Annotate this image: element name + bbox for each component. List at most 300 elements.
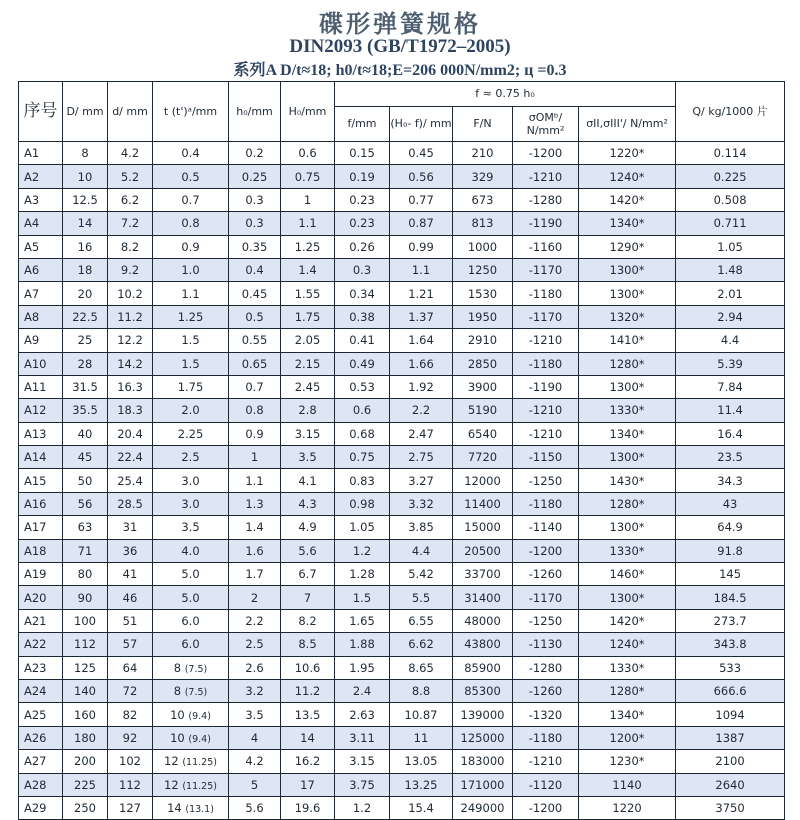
cell-t: 6.0 [153,633,229,656]
cell-D: 63 [63,516,108,539]
cell-Q: 533 [676,656,785,679]
table-row [19,305,785,328]
table-row [19,375,785,398]
cell-D: 125 [63,656,108,679]
cell-H0f: 3.85 [390,516,453,539]
cell-H0: 1.55 [281,282,335,305]
table-row [19,422,785,445]
cell-h0: 0.55 [229,329,281,352]
cell-id: A17 [19,516,63,539]
cell-d: 9.2 [108,258,153,281]
cell-d: 10.2 [108,282,153,305]
cell-t: 1.5 [153,329,229,352]
cell-t: 2.5 [153,446,229,469]
cell-F: 85900 [453,656,513,679]
cell-d: 102 [108,750,153,773]
cell-som: -1260 [513,563,579,586]
thickness-value: 10 [170,730,185,745]
cell-t: 2.0 [153,399,229,422]
cell-F: 12000 [453,469,513,492]
header-H0: H₀/mm [281,82,335,142]
cell-Q: 3750 [676,796,785,819]
cell-Q: 184.5 [676,586,785,609]
cell-Q: 0.114 [676,142,785,165]
thickness-value: 14 [167,801,182,816]
cell-h0: 0.4 [229,258,281,281]
cell-sii: 1300* [579,258,676,281]
cell-Q: 666.6 [676,679,785,702]
cell-Q: 7.84 [676,375,785,398]
cell-t: 1.25 [153,305,229,328]
cell-F: 813 [453,212,513,235]
cell-sii: 1410* [579,329,676,352]
cell-som: -1180 [513,492,579,515]
cell-t [153,750,229,773]
table-row [19,188,785,211]
cell-h0: 3.2 [229,679,281,702]
cell-sii: 1460* [579,563,676,586]
cell-som: -1280 [513,188,579,211]
cell-som: -1170 [513,305,579,328]
cell-d: 4.2 [108,142,153,165]
cell-f: 0.41 [335,329,390,352]
cell-f: 0.53 [335,375,390,398]
cell-h0: 4 [229,726,281,749]
cell-Q: 2.01 [676,282,785,305]
cell-t [153,726,229,749]
table-row [19,282,785,305]
cell-h0: 5.6 [229,796,281,819]
cell-h0: 0.2 [229,142,281,165]
cell-d: 92 [108,726,153,749]
cell-D: 28 [63,352,108,375]
cell-som: -1180 [513,282,579,305]
cell-t: 1.1 [153,282,229,305]
cell-t: 0.4 [153,142,229,165]
cell-f: 0.26 [335,235,390,258]
cell-H0: 1.75 [281,305,335,328]
cell-d: 16.3 [108,375,153,398]
cell-f: 1.28 [335,563,390,586]
cell-Q: 1.05 [676,235,785,258]
cell-D: 10 [63,165,108,188]
reduced-thickness-value: (13.1) [185,804,214,816]
cell-som: -1200 [513,796,579,819]
cell-D: 200 [63,750,108,773]
cell-sii: 1280* [579,352,676,375]
cell-Q: 2640 [676,773,785,796]
reduced-thickness-value: (9.4) [188,710,211,722]
cell-h0: 0.9 [229,422,281,445]
cell-F: 6540 [453,422,513,445]
cell-H0: 1.1 [281,212,335,235]
cell-H0f: 0.45 [390,142,453,165]
cell-F: 183000 [453,750,513,773]
cell-H0: 3.15 [281,422,335,445]
table-row [19,142,785,165]
cell-H0: 11.2 [281,679,335,702]
cell-id: A24 [19,679,63,702]
cell-id: A3 [19,188,63,211]
cell-H0f: 11 [390,726,453,749]
cell-H0f: 1.66 [390,352,453,375]
cell-sii: 1290* [579,235,676,258]
cell-h0: 2.2 [229,609,281,632]
cell-h0: 0.8 [229,399,281,422]
header-thickness: t (t')ᵃ/mm [153,82,229,142]
cell-t: 4.0 [153,539,229,562]
cell-sii: 1430* [579,469,676,492]
cell-f: 0.19 [335,165,390,188]
cell-F: 249000 [453,796,513,819]
cell-H0: 14 [281,726,335,749]
table-body [19,142,785,820]
cell-H0: 1.25 [281,235,335,258]
cell-sii: 1220* [579,142,676,165]
cell-t: 3.0 [153,469,229,492]
cell-h0: 1.4 [229,516,281,539]
cell-som: -1210 [513,750,579,773]
reduced-thickness-value: (7.5) [184,687,208,699]
cell-H0: 6.7 [281,563,335,586]
cell-h0: 4.2 [229,750,281,773]
cell-som: -1320 [513,703,579,726]
cell-F: 2850 [453,352,513,375]
cell-sii: 1200* [579,726,676,749]
cell-h0: 0.5 [229,305,281,328]
cell-D: 160 [63,703,108,726]
cell-id: A18 [19,539,63,562]
cell-D: 112 [63,633,108,656]
cell-id: A16 [19,492,63,515]
cell-H0f: 3.32 [390,492,453,515]
table-row [19,399,785,422]
cell-f: 0.38 [335,305,390,328]
cell-id: A2 [19,165,63,188]
cell-d: 127 [108,796,153,819]
cell-d: 20.4 [108,422,153,445]
cell-d: 112 [108,773,153,796]
cell-Q: 273.7 [676,609,785,632]
cell-d: 7.2 [108,212,153,235]
cell-F: 2910 [453,329,513,352]
cell-d: 72 [108,679,153,702]
table-row [19,726,785,749]
table-row [19,563,785,586]
cell-h0: 5 [229,773,281,796]
cell-F: 15000 [453,516,513,539]
cell-F: 31400 [453,586,513,609]
cell-t [153,656,229,679]
cell-t: 6.0 [153,609,229,632]
thickness-value: 8 [173,660,182,675]
cell-H0f: 3.27 [390,469,453,492]
cell-sii: 1420* [579,188,676,211]
cell-sii: 1280* [579,679,676,702]
cell-t: 0.9 [153,235,229,258]
cell-Q: 1094 [676,703,785,726]
cell-D: 40 [63,422,108,445]
cell-sii: 1140 [579,773,676,796]
cell-t: 3.0 [153,492,229,515]
cell-H0: 17 [281,773,335,796]
cell-id: A9 [19,329,63,352]
cell-h0: 1.6 [229,539,281,562]
cell-f: 0.15 [335,142,390,165]
cell-H0f: 13.25 [390,773,453,796]
cell-F: 5190 [453,399,513,422]
cell-som: -1180 [513,726,579,749]
reduced-thickness-value: (11.25) [182,757,217,769]
cell-H0f: 5.42 [390,563,453,586]
cell-F: 125000 [453,726,513,749]
cell-d: 5.2 [108,165,153,188]
cell-f: 1.05 [335,516,390,539]
cell-f: 0.23 [335,188,390,211]
cell-H0f: 1.92 [390,375,453,398]
header-deflection-group: f ≈ 0.75 h₀ [335,82,676,107]
cell-t: 1.5 [153,352,229,375]
cell-D: 14 [63,212,108,235]
cell-id: A4 [19,212,63,235]
cell-t: 0.5 [153,165,229,188]
cell-d: 25.4 [108,469,153,492]
cell-som: -1250 [513,469,579,492]
cell-F: 1250 [453,258,513,281]
table-row [19,446,785,469]
cell-d: 41 [108,563,153,586]
cell-id: A13 [19,422,63,445]
cell-t: 5.0 [153,586,229,609]
cell-F: 139000 [453,703,513,726]
cell-D: 18 [63,258,108,281]
cell-F: 673 [453,188,513,211]
cell-id: A20 [19,586,63,609]
cell-id: A22 [19,633,63,656]
cell-d: 8.2 [108,235,153,258]
cell-h0: 0.45 [229,282,281,305]
table-row [19,586,785,609]
table-row [19,235,785,258]
cell-H0: 4.9 [281,516,335,539]
table-row [19,750,785,773]
cell-t [153,773,229,796]
cell-h0: 0.7 [229,375,281,398]
cell-F: 3900 [453,375,513,398]
cell-D: 50 [63,469,108,492]
cell-sii: 1240* [579,633,676,656]
cell-H0f: 6.62 [390,633,453,656]
cell-t [153,703,229,726]
cell-som: -1210 [513,329,579,352]
cell-F: 7720 [453,446,513,469]
cell-Q: 5.39 [676,352,785,375]
cell-H0: 0.6 [281,142,335,165]
cell-Q: 1387 [676,726,785,749]
thickness-value: 10 [170,707,185,722]
reduced-thickness-value: (9.4) [188,733,211,745]
cell-id: A29 [19,796,63,819]
table-row [19,329,785,352]
cell-H0f: 0.99 [390,235,453,258]
header-seq: 序号 [19,82,63,142]
cell-h0: 3.5 [229,703,281,726]
cell-d: 31 [108,516,153,539]
cell-som: -1280 [513,656,579,679]
cell-f: 1.88 [335,633,390,656]
cell-h0: 1 [229,446,281,469]
cell-f: 0.83 [335,469,390,492]
cell-h0: 0.25 [229,165,281,188]
cell-id: A8 [19,305,63,328]
cell-h0: 2 [229,586,281,609]
header-outer-diameter: D/ mm [63,82,108,142]
cell-sii: 1330* [579,656,676,679]
cell-H0: 2.45 [281,375,335,398]
cell-t: 1.75 [153,375,229,398]
cell-id: A23 [19,656,63,679]
cell-d: 82 [108,703,153,726]
cell-h0: 0.35 [229,235,281,258]
cell-D: 100 [63,609,108,632]
cell-H0: 0.75 [281,165,335,188]
cell-Q: 2.94 [676,305,785,328]
thickness-value: 12 [164,777,179,792]
cell-D: 12.5 [63,188,108,211]
cell-H0: 3.5 [281,446,335,469]
cell-som: -1260 [513,679,579,702]
cell-f: 3.15 [335,750,390,773]
cell-H0f: 1.21 [390,282,453,305]
table-row [19,656,785,679]
cell-h0: 2.6 [229,656,281,679]
cell-D: 45 [63,446,108,469]
cell-Q: 11.4 [676,399,785,422]
cell-t: 0.7 [153,188,229,211]
cell-sii: 1330* [579,399,676,422]
cell-f: 3.11 [335,726,390,749]
cell-id: A10 [19,352,63,375]
cell-som: -1140 [513,516,579,539]
cell-f: 1.2 [335,796,390,819]
cell-sii: 1300* [579,375,676,398]
cell-id: A7 [19,282,63,305]
cell-h0: 1.1 [229,469,281,492]
cell-d: 22.4 [108,446,153,469]
cell-H0f: 2.47 [390,422,453,445]
table-row [19,516,785,539]
table-row [19,469,785,492]
cell-t: 3.5 [153,516,229,539]
cell-F: 171000 [453,773,513,796]
cell-id: A14 [19,446,63,469]
cell-D: 180 [63,726,108,749]
cell-som: -1130 [513,633,579,656]
cell-H0f: 8.65 [390,656,453,679]
thickness-value: 8 [173,684,182,699]
spring-spec-table [18,81,785,820]
header-force: F/N [453,107,513,142]
cell-D: 250 [63,796,108,819]
cell-f: 1.65 [335,609,390,632]
cell-D: 31.5 [63,375,108,398]
cell-H0: 2.8 [281,399,335,422]
cell-f: 1.5 [335,586,390,609]
cell-sii: 1240* [579,165,676,188]
cell-id: A21 [19,609,63,632]
header-sigma-ii: σII,σIII'/ N/mm² [579,107,676,142]
cell-d: 12.2 [108,329,153,352]
cell-id: A11 [19,375,63,398]
cell-id: A1 [19,142,63,165]
cell-f: 2.63 [335,703,390,726]
cell-H0: 13.5 [281,703,335,726]
cell-Q: 43 [676,492,785,515]
cell-f: 1.2 [335,539,390,562]
table-row [19,609,785,632]
cell-F: 1950 [453,305,513,328]
table-row [19,773,785,796]
cell-D: 25 [63,329,108,352]
cell-H0: 2.15 [281,352,335,375]
cell-d: 36 [108,539,153,562]
cell-id: A28 [19,773,63,796]
table-row [19,539,785,562]
cell-H0f: 0.77 [390,188,453,211]
cell-f: 0.49 [335,352,390,375]
cell-f: 1.95 [335,656,390,679]
cell-F: 1530 [453,282,513,305]
cell-Q: 23.5 [676,446,785,469]
cell-f: 0.3 [335,258,390,281]
cell-som: -1170 [513,258,579,281]
cell-H0f: 4.4 [390,539,453,562]
cell-F: 1000 [453,235,513,258]
cell-H0f: 13.05 [390,750,453,773]
cell-Q: 145 [676,563,785,586]
series-parameters: 系列A D/t≈18; h0/t≈18;E=206 000N/mm2; ц =0.3 [233,62,567,79]
cell-f: 0.98 [335,492,390,515]
table-row [19,633,785,656]
cell-f: 2.4 [335,679,390,702]
table-row [19,212,785,235]
cell-h0: 1.3 [229,492,281,515]
cell-d: 64 [108,656,153,679]
cell-H0: 2.05 [281,329,335,352]
table-row [19,258,785,281]
cell-sii: 1220 [579,796,676,819]
cell-id: A19 [19,563,63,586]
cell-som: -1190 [513,375,579,398]
header-H0-minus-f: (H₀- f)/ mm [390,107,453,142]
cell-som: -1120 [513,773,579,796]
cell-som: -1210 [513,399,579,422]
cell-H0f: 2.2 [390,399,453,422]
header-f: f/mm [335,107,390,142]
cell-f: 0.23 [335,212,390,235]
cell-f: 3.75 [335,773,390,796]
cell-sii: 1420* [579,609,676,632]
cell-H0: 4.1 [281,469,335,492]
cell-H0: 1 [281,188,335,211]
cell-Q: 0.225 [676,165,785,188]
cell-d: 51 [108,609,153,632]
cell-t: 5.0 [153,563,229,586]
cell-Q: 0.711 [676,212,785,235]
cell-d: 57 [108,633,153,656]
cell-D: 90 [63,586,108,609]
cell-H0: 8.5 [281,633,335,656]
